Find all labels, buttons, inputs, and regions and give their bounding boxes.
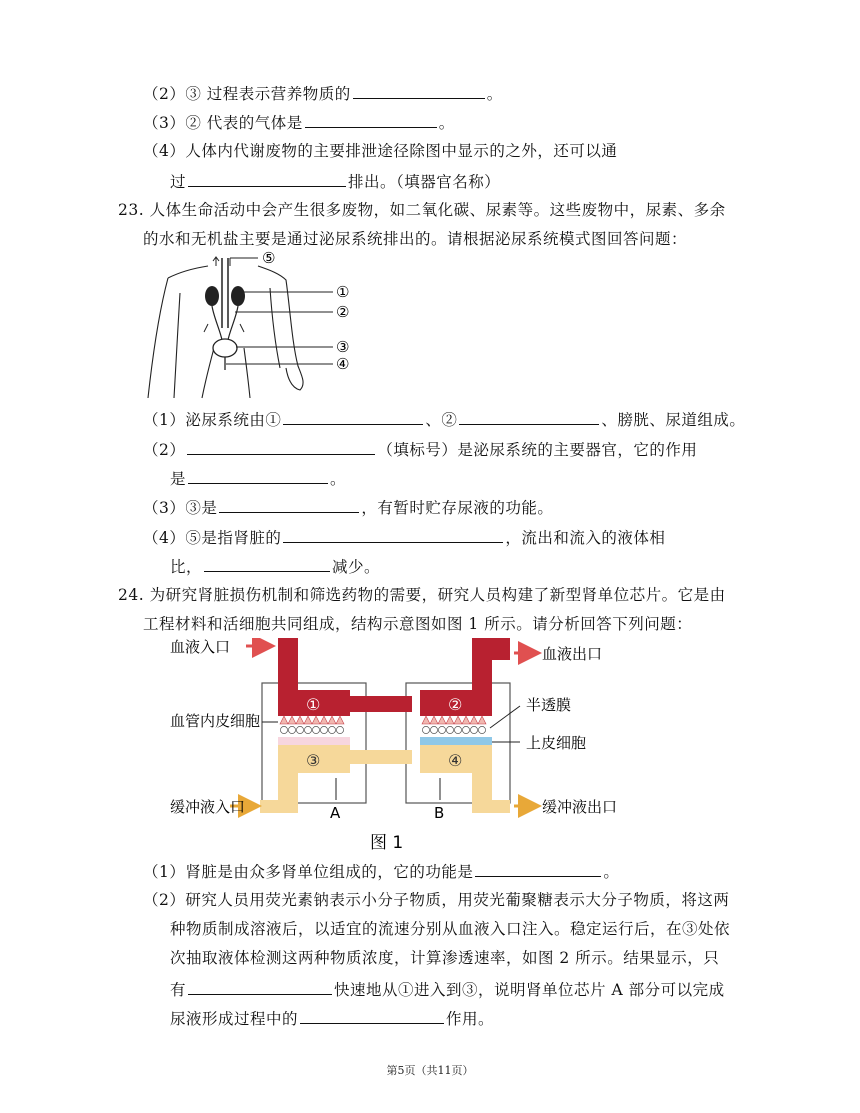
chamber-2: ② [448,695,463,714]
blood-inlet-label: 血液入口 [170,638,231,656]
q24-intro-line1: 24. 为研究肾脏损伤机制和筛选药物的需要，研究人员构建了新型肾单位芯片。它是由 [118,586,726,604]
kidney-chip-figure [170,638,690,853]
answer-blank[interactable] [353,82,485,99]
q23-sub4-line2: 比， 减少。 [170,555,380,577]
answer-blank[interactable] [188,467,328,484]
answer-blank[interactable] [283,408,423,425]
page-footer: 第5页（共11页） [386,1064,474,1077]
endothelial-label: 血管内皮细胞 [170,712,261,730]
q24-sub1: （1）肾脏是由众多肾单位组成的，它的功能是 。 [143,860,619,882]
figure-caption: 图 1 [370,833,404,853]
q23-sub2-line2: 是 。 [170,467,346,489]
q23-intro-line1: 23. 人体生命活动中会产生很多废物，如二氧化碳、尿素等。这些废物中，尿素、多余 [118,201,726,219]
q22-sub2: （2）③ 过程表示营养物质的 。 [143,82,503,104]
q24-sub2-line1: （2）研究人员用荧光素钠表示小分子物质，用荧光葡聚糖表示大分子物质，将这两 [143,891,730,909]
q23-sub2: （2） （填标号）是泌尿系统的主要器官，它的作用 [143,438,697,460]
q22-sub4-line1: （4）人体内代谢废物的主要排泄途径除图中显示的之外，还可以通 [143,142,618,160]
part-A-label: A [330,804,341,822]
q24-sub2-line3: 次抽取液体检测这两种物质浓度，计算渗透速率，如图 2 所示。结果显示，只 [170,949,720,967]
answer-blank[interactable] [188,978,332,995]
answer-blank[interactable] [219,496,359,513]
q23-intro-line2: 的水和无机盐主要是通过泌尿系统排出的。请根据泌尿系统模式图回答问题： [143,230,688,248]
answer-blank[interactable] [305,111,437,128]
q22-sub4-line2: 过 排出。（填器官名称） [170,170,500,192]
answer-blank[interactable] [459,408,599,425]
kidney-left-icon [205,286,219,306]
q24-sub2-line2: 种物质制成溶液后，以适宜的流速分别从血液入口注入。稳定运行后，在③处依 [170,920,731,938]
buffer-inlet-label: 缓冲液入口 [170,798,246,816]
q23-sub4: （4）⑤是指肾脏的 ，流出和流入的液体相 [143,526,665,548]
answer-blank[interactable] [188,170,346,187]
bladder-icon [213,339,237,357]
epithelial-label: 上皮细胞 [526,734,587,752]
label-2: ② [336,303,350,321]
q24-sub2-line5: 尿液形成过程中的 作用。 [170,1007,494,1029]
label-5: ⑤ [262,249,276,267]
q23-sub1: （1）泌尿系统由① 、② 、膀胱、尿道组成。 [143,408,745,430]
answer-blank[interactable] [204,555,330,572]
chamber-4: ④ [448,751,463,770]
label-3: ③ [336,338,350,356]
chamber-1: ① [306,695,321,714]
q23-sub3: （3）③是 ，有暂时贮存尿液的功能。 [143,496,553,518]
label-4: ④ [336,355,350,373]
urinary-system-figure [140,248,370,403]
label-1: ① [336,283,350,301]
q22-sub3: （3）② 代表的气体是 。 [143,111,455,133]
chamber-3: ③ [306,751,321,770]
buffer-outlet-label: 缓冲液出口 [542,798,618,816]
blood-outlet-label: 血液出口 [542,645,603,663]
answer-blank[interactable] [283,526,503,543]
q24-intro-line2: 工程材料和活细胞共同组成，结构示意图如图 1 所示。请分析回答下列问题： [143,615,693,633]
answer-blank[interactable] [475,860,601,877]
membrane-label: 半透膜 [526,696,572,714]
q24-sub2-line4: 有 快速地从①进入到③，说明肾单位芯片 A 部分可以完成 [170,978,725,1000]
answer-blank[interactable] [187,438,375,455]
part-B-label: B [434,804,445,822]
kidney-right-icon [231,286,245,306]
answer-blank[interactable] [300,1007,444,1024]
